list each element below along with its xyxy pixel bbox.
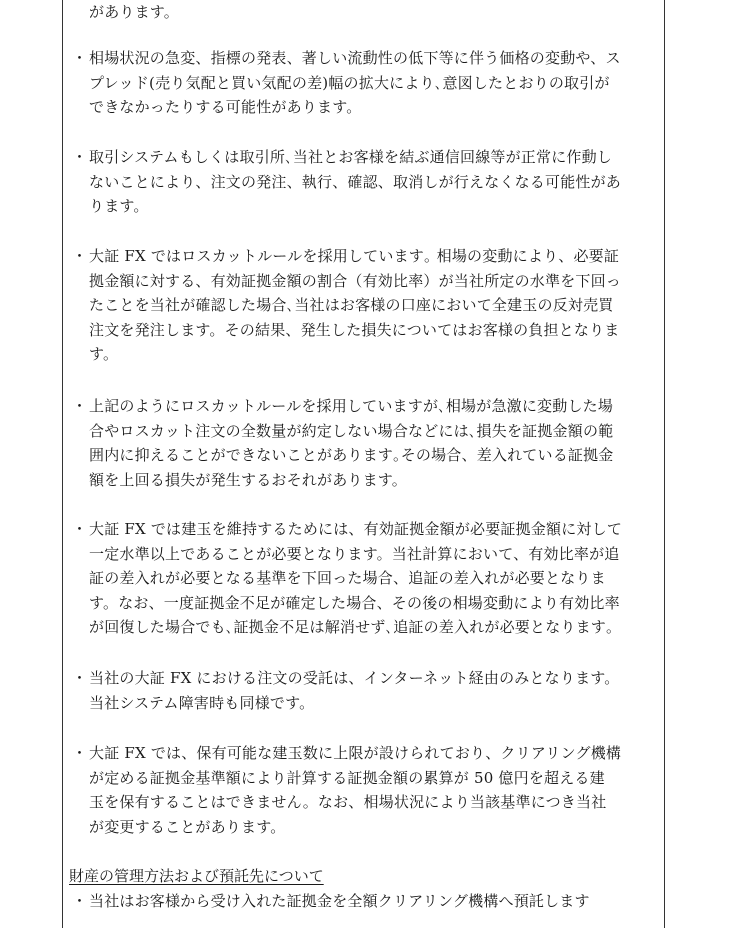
bullet-mark: ・ <box>72 148 88 166</box>
bullet-mark: ・ <box>72 744 88 762</box>
document-frame <box>62 0 665 928</box>
bullet-mark: ・ <box>72 520 88 538</box>
risk-item-text: 大証 FX では建玉を維持するためには、有効証拠金額が必要証拠金額に対して 一定水準以上であることが必要となります。当社計算において、有効比率が追 証の差入れが必要となる基準を下回った場合、追証の差入れが必要となりま す。なお、一度証拠金不足が確定した場合、その後の相場変動により有効比率 が回復した場合でも､証拠金不足は解消せず､追証の差入れが必要となります｡ <box>89 520 623 636</box>
section-heading: 財産の管理方法および預託先について <box>69 867 324 885</box>
risk-item-text: 相場状況の急変、指標の発表、著しい流動性の低下等に伴う価格の変動や、ス プレッド(売り気配と買い気配の差)幅の拡大により､意図したとおりの取引が できなかったりする可能性があります。 <box>89 49 621 116</box>
bullet-mark: ・ <box>72 397 88 415</box>
risk-item-text: 当社の大証 FX における注文の受託は、インターネット経由のみとなります。 当社システム障害時も同様です。 <box>89 669 620 712</box>
bullet-mark: ・ <box>72 669 88 687</box>
continuation-text: があります。 <box>89 3 180 21</box>
risk-item-text: 取引システムもしくは取引所､当社とお客様を結ぶ通信回線等が正常に作動し ないことにより、注文の発注、執行、確認、取消しが行えなくなる可能性があ ります。 <box>89 148 622 215</box>
risk-item-text: 上記のようにロスカットルールを採用していますが､相場が急激に変動した場 合やロスカット注文の全数量が約定しない場合などには､損失を証拠金額の範 囲内に抑えることができないことがあります｡その場合、差入れている証拠金 額を上回る損失が発生するおそれがあります。 <box>89 397 614 489</box>
bullet-mark: ・ <box>72 892 88 910</box>
risk-item-text: 大証 FX では、保有可能な建玉数に上限が設けられており、クリアリング機構 が定める証拠金基準額により計算する証拠金額の累算が 50 億円を超える建 玉を保有することはできません。なお、相場状況により当該基準につき当社 が変更することがあります。 <box>89 744 622 836</box>
bullet-mark: ・ <box>72 49 88 67</box>
risk-item-text: 大証 FX ではロスカットルールを採用しています｡ 相場の変動により、必要証 拠金額に対する、有効証拠金額の割合（有効比率）が当社所定の水準を下回っ たことを当社が確認した場合､当社はお客様の口座において全建玉の反対売買 注文を発注します。その結果、発生した損失についてはお客様の負担となりま す。 <box>89 247 622 363</box>
section-item-text: 当社はお客様から受け入れた証拠金を全額クリアリング機構へ預託します <box>89 892 590 910</box>
bullet-mark: ・ <box>72 247 88 265</box>
